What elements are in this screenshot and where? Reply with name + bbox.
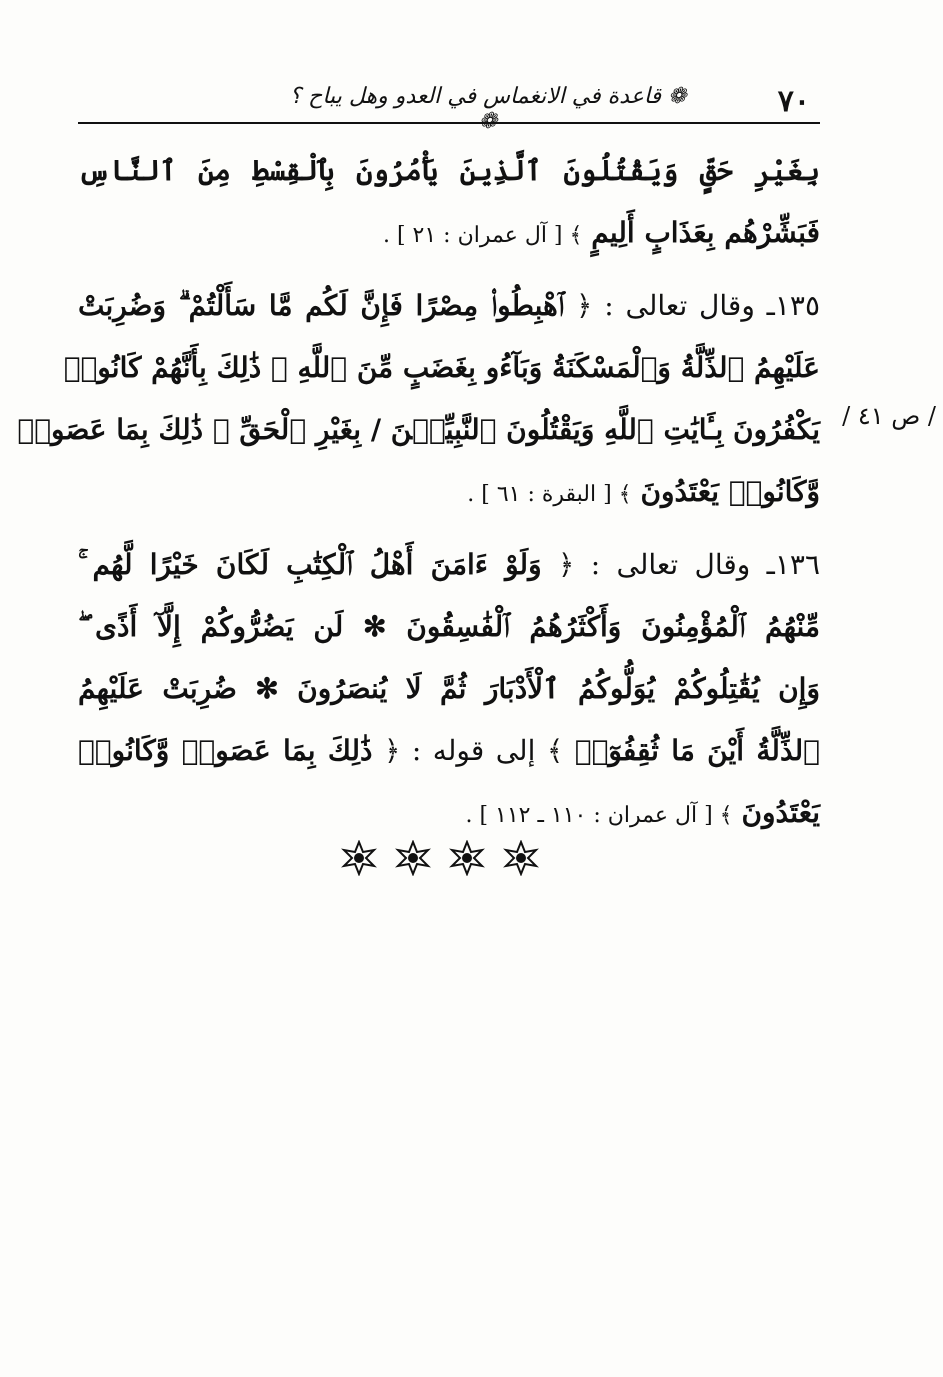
quote-bridge: ﴾ إلى قوله : ﴿ [383,734,564,767]
star-ornament-icon [341,840,377,876]
quran-verse: فَبَشِّرْهُم بِعَذَابٍ أَلِيمٍ [591,216,820,249]
text-line [78,720,820,782]
quran-verse: يَعْتَدُونَ [741,796,820,829]
star-ornament-icon [395,840,431,876]
quran-verse: ذَٰلِكَ بِمَا عَصَوا۟ وَّكَانُوا۟ [78,734,373,767]
quran-verse: وَّكَانُوا۟ يَعْتَدُونَ [640,475,820,508]
margin-page-reference: / ص ٤١ / [842,402,936,430]
running-title: ❁ قاعدة في الانغماس في العدو وهل يباح ؟ ❁ [289,84,687,134]
main-text [17,140,820,855]
star-ornament-icon [503,840,539,876]
text-line [78,202,820,267]
paragraph-135 [17,275,820,526]
text-line [78,534,820,596]
text-line [78,782,820,847]
page-number: ٧٠ [777,84,810,119]
text-line: وَإِن يُقَٰتِلُوكُمْ يُوَلُّوكُمُ ٱلْأَدْبَارَ ثُمَّ لَا يُنصَرُونَ ✻ ضُرِبَتْ عَلَيْهِمُ [78,672,820,705]
star-ornament-icon [449,840,485,876]
section-end-ornaments [340,840,540,880]
text-line: بِغَيْرِ حَقٍّ وَيَقْتُلُونَ ٱلَّذِينَ يَأْمُرُونَ بِٱلْقِسْطِ مِنَ ٱلنَّاسِ [78,154,820,187]
paragraph-136 [78,534,820,847]
quran-verse: ٱهْبِطُوا۟ مِصْرًا فَإِنَّ لَكُم مَّا سَأَلْتُمْ ۗ وَضُرِبَتْ [78,289,565,322]
quote-intro: وقال تعالى : ﴿ [576,289,755,322]
running-header [78,78,820,134]
text-line [78,461,820,526]
text-line: يَكْفُرُونَ بِـَٔايَٰتِ ٱللَّهِ وَيَقْتُلُونَ ٱلنَّبِيِّـۧنَ / بِغَيْرِ ٱلْحَقِّ ۗ ذَٰلِكَ بِمَا عَصَوا۟ [17,413,820,446]
verse-reference: ﴾ [ آل عمران : ٢١ ] . [382,223,583,248]
paragraph-number: ١٣٦ـ [766,548,820,581]
quran-verse: وَلَوْ ءَامَنَ أَهْلُ ٱلْكِتَٰبِ لَكَانَ خَيْرًا لَّهُم ۚ [78,548,542,581]
quote-intro: وقال تعالى : ﴿ [557,548,751,581]
quran-verse: ٱلذِّلَّةُ أَيْنَ مَا ثُقِفُوٓا۟ [574,734,820,767]
text-line: مِّنْهُمُ ٱلْمُؤْمِنُونَ وَأَكْثَرُهُمُ ٱلْفَٰسِقُونَ ✻ لَن يَضُرُّوكُمْ إِلَّآ أَذًى ۖ [78,610,820,643]
text-line: عَلَيْهِمُ ٱلذِّلَّةُ وَٱلْمَسْكَنَةُ وَبَآءُو بِغَضَبٍ مِّنَ ٱللَّهِ ۗ ذَٰلِكَ بِأَنَّهُمْ كَانُوا۟ [63,351,820,384]
paragraph-continuation [78,140,820,267]
text-line [78,275,820,337]
verse-reference: ﴾ [ آل عمران : ١١٠ ـ ١١٢ ] . [465,803,733,828]
verse-reference: ﴾ [ البقرة : ٦١ ] . [467,482,632,507]
paragraph-number: ١٣٥ـ [766,289,820,322]
